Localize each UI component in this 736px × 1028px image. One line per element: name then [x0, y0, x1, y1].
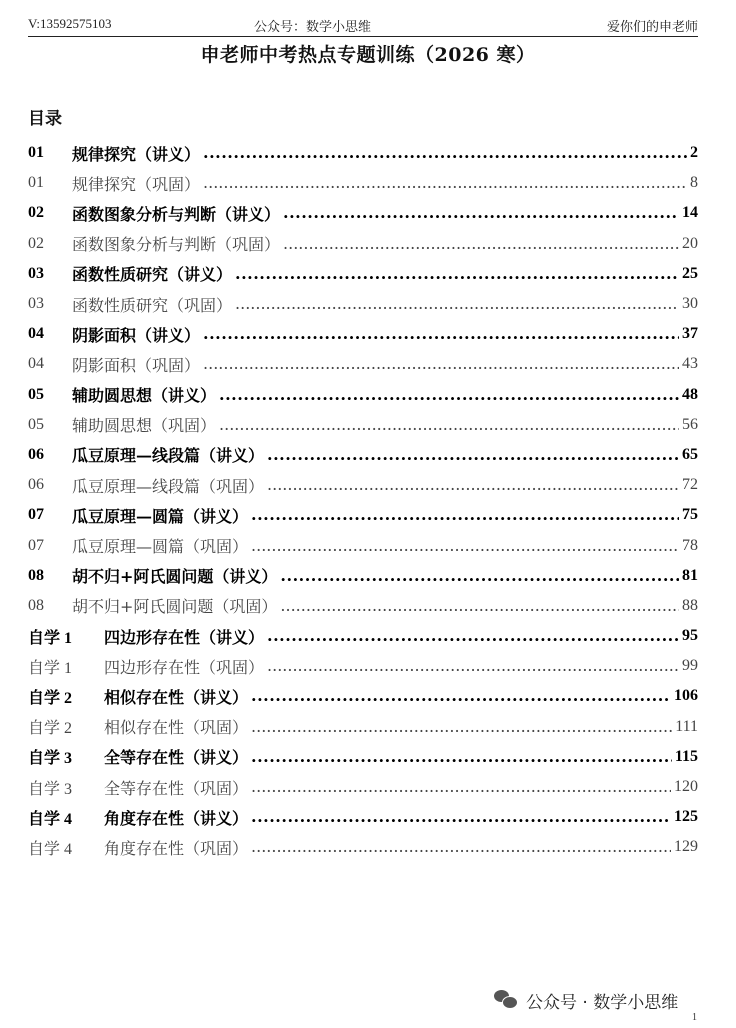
- wechat-icon: [494, 990, 518, 1010]
- toc-entry-number: 02: [28, 204, 44, 222]
- toc-entry-label: 瓜豆原理—圆篇（巩固）: [72, 537, 249, 557]
- toc-entry[interactable]: [28, 349, 698, 379]
- toc-leader-dots: [203, 145, 687, 161]
- toc-entry[interactable]: [28, 500, 698, 530]
- toc-entry[interactable]: [28, 621, 698, 651]
- toc-entry-number: 07: [28, 506, 44, 524]
- toc-leader-dots: [267, 628, 679, 644]
- toc-entry[interactable]: [28, 651, 698, 681]
- toc-entry-number: 05: [28, 415, 44, 433]
- toc-entry-label: 函数图象分析与判断（巩固）: [72, 235, 281, 255]
- toc-entry-label: 规律探究（巩固）: [72, 174, 201, 194]
- toc-entry-page: 56: [682, 415, 698, 433]
- footer-brand-text: 公众号 · 数学小思维: [526, 992, 679, 1013]
- toc-entry-label: 相似存在性（讲义）: [104, 687, 249, 707]
- toc-entry[interactable]: [28, 168, 698, 198]
- toc-leader-dots: [251, 779, 671, 795]
- toc-entry-label: 胡不归+阿氏圆问题（讲义）: [72, 567, 278, 587]
- toc-leader-dots: [280, 568, 679, 584]
- toc-leader-dots: [280, 598, 679, 614]
- toc-entry-label: 规律探究（讲义）: [72, 144, 201, 164]
- toc-heading: 目录: [28, 109, 62, 129]
- toc-entry[interactable]: [28, 259, 698, 289]
- toc-entry-page: 88: [682, 596, 698, 614]
- toc-leader-dots: [219, 387, 679, 403]
- toc-entry-number: 02: [28, 234, 44, 252]
- header-account: 公众号：数学小思维: [254, 20, 372, 35]
- toc-entry-number: 01: [28, 144, 44, 162]
- toc-leader-dots: [251, 688, 671, 704]
- footer-brand: [494, 988, 678, 1012]
- toc-entry-page: 8: [690, 174, 698, 192]
- toc-leader-dots: [251, 749, 672, 765]
- table-of-contents: [28, 138, 698, 863]
- toc-entry[interactable]: [28, 410, 698, 440]
- toc-entry[interactable]: [28, 712, 698, 742]
- toc-entry-number: 06: [28, 445, 44, 463]
- toc-entry[interactable]: [28, 380, 698, 410]
- toc-entry-label: 辅助圆思想（巩固）: [72, 416, 217, 436]
- toc-entry-label: 四边形存在性（讲义）: [104, 627, 265, 647]
- toc-leader-dots: [219, 417, 679, 433]
- toc-entry-label: 阴影面积（讲义）: [72, 325, 201, 345]
- toc-entry-page: 106: [674, 687, 698, 705]
- toc-entry-page: 111: [675, 717, 698, 735]
- toc-leader-dots: [251, 538, 679, 554]
- toc-entry-label: 胡不归+阿氏圆问题（巩固）: [72, 597, 278, 617]
- toc-entry-page: 37: [682, 325, 698, 343]
- toc-entry-page: 95: [682, 627, 698, 645]
- toc-leader-dots: [283, 205, 679, 221]
- toc-entry-label: 瓜豆原理—线段篇（讲义）: [72, 446, 265, 466]
- toc-entry-number: 自学 3: [28, 750, 73, 768]
- toc-entry[interactable]: [28, 530, 698, 560]
- toc-entry-page: 129: [674, 838, 698, 856]
- toc-entry[interactable]: [28, 198, 698, 228]
- toc-entry-page: 72: [682, 476, 698, 494]
- toc-entry-label: 角度存在性（讲义）: [104, 808, 249, 828]
- toc-entry[interactable]: [28, 440, 698, 470]
- page-number: 1: [692, 1012, 697, 1023]
- toc-entry-page: 81: [682, 566, 698, 584]
- toc-entry-number: 自学 4: [28, 840, 73, 858]
- toc-entry-page: 120: [674, 778, 698, 796]
- toc-leader-dots: [251, 719, 672, 735]
- toc-entry-number: 05: [28, 385, 44, 403]
- toc-leader-dots: [203, 356, 679, 372]
- toc-entry-page: 25: [682, 264, 698, 282]
- toc-entry-page: 65: [682, 445, 698, 463]
- toc-entry-number: 07: [28, 536, 44, 554]
- toc-entry[interactable]: [28, 561, 698, 591]
- toc-entry-label: 全等存在性（讲义）: [104, 748, 249, 768]
- toc-entry-page: 43: [682, 355, 698, 373]
- toc-entry[interactable]: [28, 138, 698, 168]
- toc-entry-number: 自学 1: [28, 629, 73, 647]
- toc-leader-dots: [251, 507, 679, 523]
- toc-entry[interactable]: [28, 832, 698, 862]
- toc-entry-page: 75: [682, 506, 698, 524]
- header-author: 爱你们的申老师: [606, 20, 698, 35]
- toc-entry-label: 函数性质研究（巩固）: [72, 295, 233, 315]
- toc-leader-dots: [267, 447, 679, 463]
- toc-entry-label: 四边形存在性（巩固）: [104, 657, 265, 677]
- toc-entry[interactable]: [28, 319, 698, 349]
- toc-entry-page: 48: [682, 385, 698, 403]
- toc-entry[interactable]: [28, 470, 698, 500]
- toc-entry-number: 06: [28, 476, 44, 494]
- toc-leader-dots: [203, 175, 687, 191]
- toc-entry-label: 瓜豆原理—线段篇（巩固）: [72, 476, 265, 496]
- toc-entry[interactable]: [28, 772, 698, 802]
- toc-entry-page: 30: [682, 295, 698, 313]
- toc-entry-number: 自学 2: [28, 689, 73, 707]
- toc-leader-dots: [203, 326, 679, 342]
- toc-entry[interactable]: [28, 591, 698, 621]
- toc-leader-dots: [235, 266, 679, 282]
- toc-entry[interactable]: [28, 681, 698, 711]
- toc-entry-page: 78: [682, 536, 698, 554]
- document-title: 申老师中考热点专题训练（2026 寒）: [200, 44, 536, 66]
- toc-entry-label: 相似存在性（巩固）: [104, 718, 249, 738]
- toc-entry-number: 自学 4: [28, 810, 73, 828]
- toc-entry-number: 自学 3: [28, 780, 73, 798]
- toc-entry-label: 瓜豆原理—圆篇（讲义）: [72, 506, 249, 526]
- toc-entry-label: 角度存在性（巩固）: [104, 838, 249, 858]
- toc-leader-dots: [251, 809, 671, 825]
- toc-leader-dots: [267, 477, 679, 493]
- toc-entry-number: 08: [28, 596, 44, 614]
- toc-leader-dots: [251, 839, 671, 855]
- toc-leader-dots: [283, 236, 679, 252]
- toc-entry-page: 20: [682, 234, 698, 252]
- toc-leader-dots: [235, 296, 679, 312]
- toc-entry-label: 全等存在性（巩固）: [104, 778, 249, 798]
- toc-entry-number: 03: [28, 264, 44, 282]
- toc-entry[interactable]: [28, 742, 698, 772]
- toc-entry-number: 01: [28, 174, 44, 192]
- toc-entry-number: 08: [28, 566, 44, 584]
- toc-entry-page: 14: [682, 204, 698, 222]
- toc-entry[interactable]: [28, 229, 698, 259]
- toc-entry-label: 函数图象分析与判断（讲义）: [72, 204, 281, 224]
- toc-leader-dots: [267, 658, 679, 674]
- toc-entry-page: 2: [690, 144, 698, 162]
- toc-entry-label: 函数性质研究（讲义）: [72, 265, 233, 285]
- toc-entry[interactable]: [28, 802, 698, 832]
- toc-entry-number: 自学 1: [28, 659, 73, 677]
- toc-entry-page: 99: [682, 657, 698, 675]
- toc-entry[interactable]: [28, 289, 698, 319]
- toc-entry-page: 115: [674, 747, 698, 765]
- toc-entry-number: 04: [28, 355, 44, 373]
- page-header: [28, 14, 698, 37]
- toc-entry-number: 03: [28, 295, 44, 313]
- toc-entry-label: 辅助圆思想（讲义）: [72, 386, 217, 406]
- header-phone: V:13592575103: [28, 16, 112, 31]
- toc-entry-label: 阴影面积（巩固）: [72, 355, 201, 375]
- toc-entry-number: 自学 2: [28, 720, 73, 738]
- toc-entry-number: 04: [28, 325, 44, 343]
- toc-entry-page: 125: [674, 808, 698, 826]
